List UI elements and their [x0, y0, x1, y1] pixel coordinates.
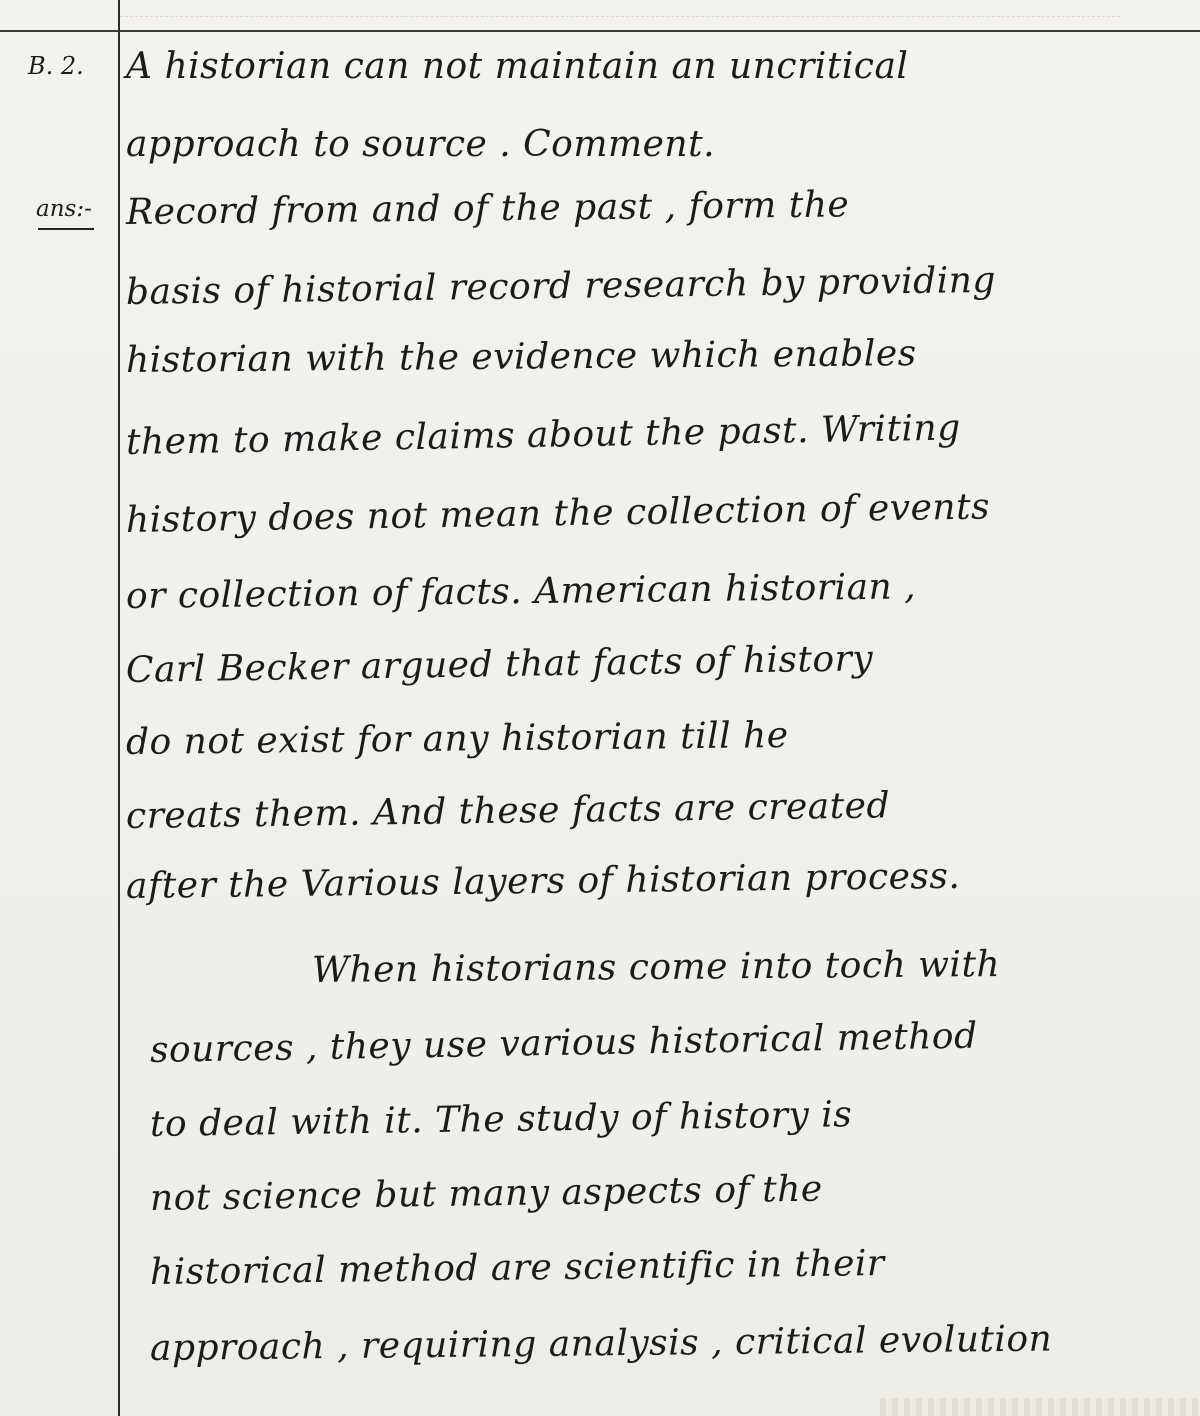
answer-line-3: historian with the evidence which enables [125, 333, 917, 381]
answer-line-5: history does not mean the collection of events [125, 486, 991, 541]
answer-line-7: Carl Becker argued that facts of history [125, 638, 874, 691]
answer-label-underline [38, 228, 94, 230]
answer-line-10: after the Various layers of historian process. [125, 855, 961, 907]
answer-line-9: creats them. And these facts are created [125, 785, 891, 837]
answer-line-15: historical method are scientific in their [149, 1243, 885, 1293]
answer-line-14: not science but many aspects of the [149, 1168, 823, 1219]
answer-line-13: to deal with it. The study of history is [149, 1094, 853, 1145]
top-cropped-line [120, 0, 1120, 17]
answer-line-11: When historians come into toch with [311, 943, 1001, 991]
question-line-2: approach to source . Comment. [126, 124, 716, 165]
margin-line [118, 0, 120, 1416]
answer-label: ans:- [36, 196, 92, 222]
answer-line-8: do not exist for any historian till he [125, 715, 789, 763]
answer-line-12: sources , they use various historical method [149, 1015, 978, 1071]
answer-line-2: basis of historial record research by providing [125, 259, 997, 313]
answer-line-16: approach , requiring analysis , critical evolution [149, 1318, 1053, 1369]
answer-line-4: them to make claims about the past. Writing [125, 407, 962, 463]
question-number: B. 2. [28, 52, 84, 80]
answer-line-6: or collection of facts. American historian , [125, 566, 917, 617]
top-rule-line [0, 30, 1200, 32]
question-line-1: A historian can not maintain an uncritical [126, 46, 909, 87]
bottom-edge-texture [880, 1398, 1200, 1416]
answer-line-1: Record from and of the past , form the [125, 184, 850, 233]
